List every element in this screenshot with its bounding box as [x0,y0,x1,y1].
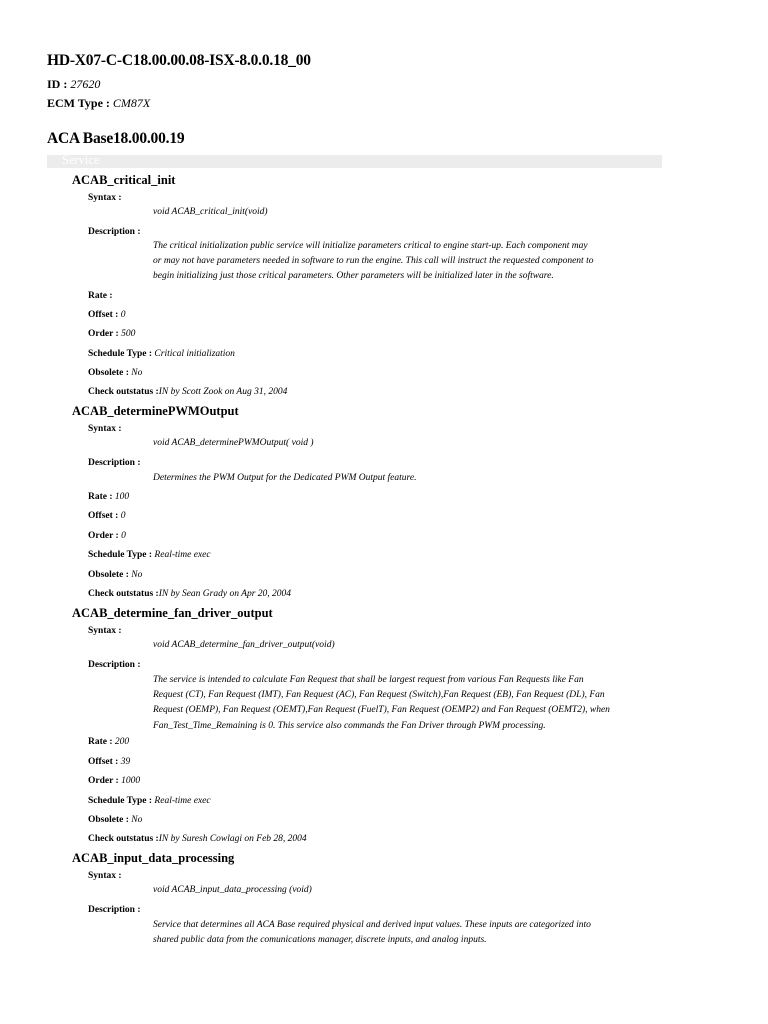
rate-label: Rate : [88,291,113,301]
checkout-label: Check outstatus : [88,834,159,844]
obsolete-row [88,570,142,580]
rate-row [88,737,129,747]
obsolete-row [88,368,142,378]
schedule-value: Real-time exec [154,796,211,806]
syntax-label: Syntax : [88,193,122,203]
checkout-value: IN by Sean Grady on Apr 20, 2004 [158,589,292,599]
offset-row [88,310,125,320]
description-line: Service that determines all ACA Base required physical and derived input values. These inputs are categorized into [153,920,591,930]
id-value: 27620 [70,77,101,91]
description-line: or may not have parameters needed in software to run the engine. This call will instruct the requested component to [153,256,594,267]
service-band [47,155,662,168]
order-label: Order : [88,531,119,541]
description-line: shared public data from the comunications manager, discrete inputs, and analog inputs. [153,935,487,946]
description-text [153,918,658,948]
checkout-row [88,387,287,397]
obsolete-label: Obsolete : [88,570,129,580]
description-line: Determines the PWM Output for the Dedicated PWM Output feature. [153,473,417,483]
order-label: Order : [88,329,119,339]
document-title: HD-X07-C-C18.00.00.08-ISX-8.0.0.18_00 [47,52,311,69]
checkout-label: Check outstatus : [88,589,159,599]
syntax-value: void ACAB_determine_fan_driver_output(void) [153,640,335,650]
syntax-row [88,193,122,203]
obsolete-value: No [131,570,143,580]
schedule-label: Schedule Type : [88,796,153,806]
service-name: ACAB_critical_init [72,173,176,187]
syntax-label: Syntax : [88,871,122,881]
schedule-value: Real-time exec [154,550,211,560]
syntax-value: void ACAB_input_data_processing (void) [153,885,312,895]
offset-label: Offset : [88,757,119,767]
rate-row [88,291,113,301]
offset-row [88,511,125,521]
syntax-label: Syntax : [88,424,122,434]
offset-value: 39 [120,757,131,767]
syntax-row [88,424,122,434]
offset-label: Offset : [88,310,119,320]
description-line: Fan_Test_Time_Remaining is 0. This service also commands the Fan Driver through PWM processing. [153,720,546,731]
ecm-type-value: CM87X [112,96,151,110]
description-text [153,239,658,285]
schedule-value: Critical initialization [154,349,235,359]
description-label: Description : [88,227,141,237]
order-value: 500 [121,329,136,339]
id-label: ID : [47,77,68,91]
description-line: begin initializing just those critical parameters. Other parameters will be initialized later in the software. [153,271,554,282]
service-name: ACAB_determine_fan_driver_output [72,606,273,620]
rate-value: 200 [114,737,130,747]
order-value: 1000 [121,776,141,786]
checkout-row [88,834,307,844]
ecm-type-label: ECM Type : [47,96,110,110]
syntax-label: Syntax : [88,626,122,636]
service-band-label: Service [62,153,100,167]
description-line: Request (CT), Fan Request (IMT), Fan Request (AC), Fan Request (Switch),Fan Request (EB), Fan Request (DL), Fan [153,690,605,701]
checkout-value: IN by Scott Zook on Aug 31, 2004 [158,387,288,397]
ecm-type-line [47,96,150,111]
obsolete-label: Obsolete : [88,368,129,378]
obsolete-row [88,815,142,825]
schedule-label: Schedule Type : [88,349,153,359]
checkout-label: Check outstatus : [88,387,159,397]
offset-row [88,757,130,767]
description-line: Request (OEMP), Fan Request (OEMT),Fan Request (FuelT), Fan Request (OEMP2) and Fan Request (OEMT2), when [153,705,610,716]
description-row [88,458,141,468]
description-line: The service is intended to calculate Fan Request that shall be largest request from various Fan Requests like Fan [153,675,584,685]
obsolete-value: No [131,368,143,378]
syntax-value: void ACAB_critical_init(void) [153,207,268,217]
description-label: Description : [88,660,141,670]
service-name: ACAB_input_data_processing [72,851,235,865]
description-text [153,471,658,486]
syntax-row [88,626,122,636]
service-name: ACAB_determinePWMOutput [72,404,239,418]
description-label: Description : [88,458,141,468]
schedule-row [88,550,211,560]
schedule-label: Schedule Type : [88,550,153,560]
order-label: Order : [88,776,119,786]
order-row [88,329,135,339]
checkout-row [88,589,291,599]
offset-value: 0 [120,310,126,320]
schedule-row [88,796,211,806]
description-row [88,227,141,237]
offset-value: 0 [120,511,126,521]
description-row [88,905,141,915]
order-value: 0 [121,531,126,541]
schedule-row [88,349,235,359]
obsolete-label: Obsolete : [88,815,129,825]
rate-label: Rate : [88,492,113,502]
description-line: The critical initialization public service will initialize parameters critical to engine start-up. Each component may [153,241,588,251]
syntax-value: void ACAB_determinePWMOutput( void ) [153,438,314,448]
checkout-value: IN by Suresh Cowlagi on Feb 28, 2004 [158,834,307,844]
description-row [88,660,141,670]
rate-label: Rate : [88,737,113,747]
syntax-row [88,871,122,881]
rate-value: 100 [114,492,130,502]
order-row [88,776,140,786]
section-title: ACA Base18.00.00.19 [47,130,185,147]
rate-row [88,492,129,502]
order-row [88,531,126,541]
description-text [153,673,658,734]
obsolete-value: No [131,815,143,825]
id-line [47,77,100,92]
offset-label: Offset : [88,511,119,521]
description-label: Description : [88,905,141,915]
